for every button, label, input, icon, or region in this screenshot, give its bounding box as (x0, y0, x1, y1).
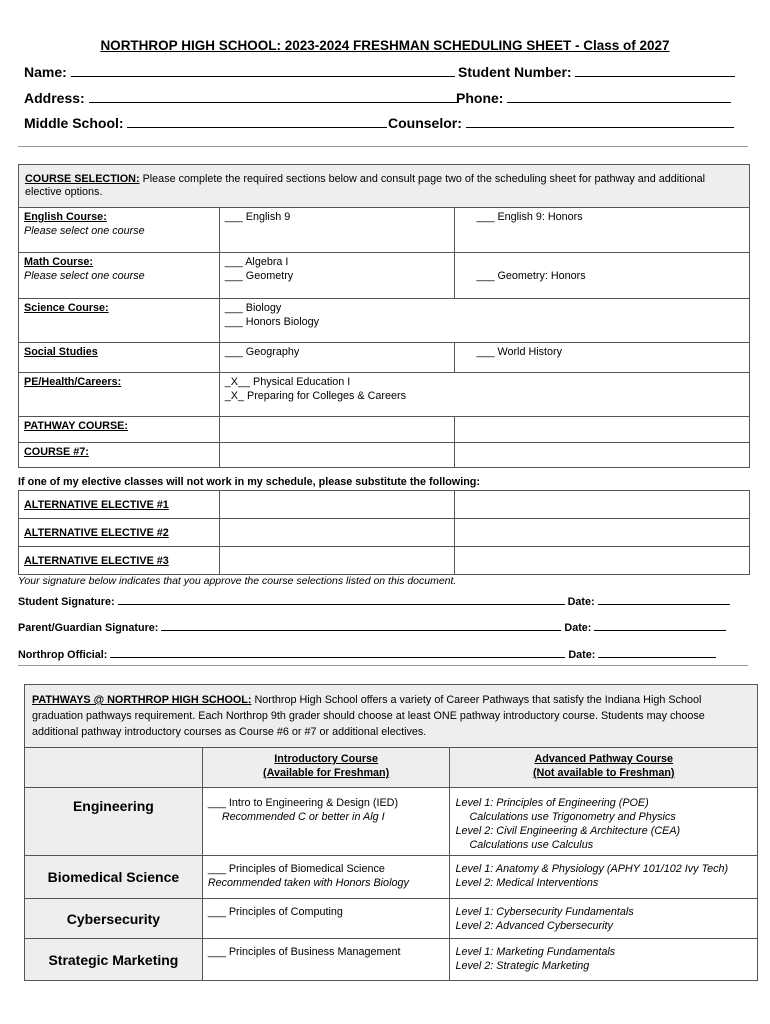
course7-field-2[interactable] (455, 443, 750, 468)
name-field[interactable] (71, 64, 455, 77)
pe-options[interactable] (219, 373, 749, 417)
pathways-heading: PATHWAYS @ NORTHROP HIGH SCHOOL: (32, 694, 252, 706)
pathway-course-label: PATHWAY COURSE: (24, 420, 128, 432)
divider (18, 665, 748, 666)
social-option-1[interactable] (219, 343, 455, 373)
pathway-biomedical-science (25, 856, 203, 899)
course-selection-header (19, 165, 750, 208)
alternative-elective-2-label: ALTERNATIVE ELECTIVE #2 (24, 526, 169, 539)
alt3-field-1[interactable] (219, 547, 455, 575)
pathway-cybersecurity (25, 899, 203, 939)
advanced-level-1: Level 1: Cybersecurity Fundamentals (455, 906, 634, 918)
advanced-level-1: Level 1: Principles of Engineering (POE) (455, 797, 649, 809)
introductory-course-subtitle: (Available for Freshman) (263, 767, 390, 779)
divider (18, 146, 748, 147)
student-signature-label: Student Signature: (18, 596, 115, 608)
parent-signature-field[interactable] (161, 618, 561, 631)
introductory-course-header (202, 748, 450, 788)
introductory-course-title: Introductory Course (274, 753, 379, 765)
parent-signature-label: Parent/Guardian Signature: (18, 622, 159, 634)
course7-label: COURSE #7: (24, 446, 89, 458)
physical-education-option[interactable]: _X__ Physical Education I (224, 376, 351, 388)
marketing-advanced-cell (450, 939, 758, 981)
parent-signature-row (18, 618, 726, 634)
alternative-instruction: If one of my elective classes will not work in my schedule, please substitute the following: (18, 476, 480, 488)
counselor-field[interactable] (466, 115, 734, 128)
science-label: Science Course: (24, 302, 109, 314)
phone-row (456, 90, 731, 106)
alt1-field-2[interactable] (455, 491, 750, 519)
intro-course-option[interactable]: ___ Principles of Biomedical Science (207, 863, 385, 875)
english-9-option: ___ English 9 (224, 211, 291, 223)
pe-label-cell (19, 373, 220, 417)
math-options[interactable] (219, 253, 455, 299)
alt2-field-1[interactable] (219, 519, 455, 547)
course7-label-cell (19, 443, 220, 468)
geography-option: ___ Geography (224, 346, 300, 358)
math-label: Math Course: (24, 256, 93, 268)
pathway-course-field-2[interactable] (455, 417, 750, 443)
alt2-label-cell (19, 519, 220, 547)
official-signature-row (18, 645, 716, 661)
official-date-field[interactable] (598, 645, 716, 658)
name-label: Name: (24, 64, 67, 80)
engineering-intro-cell[interactable] (202, 788, 450, 856)
alt3-field-2[interactable] (455, 547, 750, 575)
student-number-row (458, 64, 735, 80)
counselor-row (388, 115, 734, 131)
advanced-course-title: Advanced Pathway Course (534, 753, 674, 765)
pathway-name: Cybersecurity (66, 910, 161, 927)
student-signature-field[interactable] (118, 592, 565, 605)
address-field[interactable] (89, 90, 457, 103)
alt3-label-cell (19, 547, 220, 575)
science-label-cell (19, 299, 220, 343)
social-studies-label: Social Studies (24, 346, 98, 358)
biology-option[interactable]: ___ Biology (224, 302, 282, 314)
advanced-level-2-note: Calculations use Calculus (469, 839, 594, 851)
official-signature-label: Northrop Official: (18, 649, 108, 661)
english-label-cell (19, 208, 220, 253)
student-date-label: Date: (567, 596, 595, 608)
student-number-field[interactable] (575, 64, 735, 77)
pathway-name: Strategic Marketing (48, 951, 179, 968)
advanced-level-2: Level 2: Advanced Cybersecurity (455, 920, 613, 932)
english-hint: Please select one course (24, 225, 145, 237)
student-date-field[interactable] (598, 592, 730, 605)
pathways-intro-text: Northrop High School offers a variety of Career Pathways that satisfy the Indiana High School graduation pathways requirement. Each Northrop 9th grader should choose at least ONE pathway introductory course. Students may choose additional pathway introductory courses as Course #6 or #7 or additional electives. (32, 694, 705, 738)
course7-field-1[interactable] (219, 443, 455, 468)
cybersecurity-intro-cell[interactable] (202, 899, 450, 939)
phone-label: Phone: (456, 90, 504, 106)
engineering-advanced-cell (450, 788, 758, 856)
geometry-option[interactable]: ___ Geometry (224, 270, 294, 282)
address-row (24, 90, 457, 106)
cybersecurity-advanced-cell (450, 899, 758, 939)
english-9-honors-option: ___ English 9: Honors (476, 211, 583, 223)
pathways-intro (25, 685, 758, 748)
advanced-course-subtitle: (Not available to Freshman) (532, 767, 675, 779)
phone-field[interactable] (507, 90, 731, 103)
advanced-level-2: Level 2: Medical Interventions (455, 877, 599, 889)
page-title: NORTHROP HIGH SCHOOL: 2023-2024 FRESHMAN SCHEDULING SHEET - Class of 2027 (100, 38, 670, 53)
signature-note: Your signature below indicates that you approve the course selections listed on this document. (18, 575, 457, 587)
middle-school-field[interactable] (127, 115, 387, 128)
pathway-course-label-cell (19, 417, 220, 443)
algebra-1-option[interactable]: ___ Algebra I (224, 256, 289, 268)
advanced-level-2: Level 2: Strategic Marketing (455, 960, 590, 972)
pathway-name: Engineering (72, 798, 154, 814)
marketing-intro-cell[interactable] (202, 939, 450, 981)
biomedical-intro-cell[interactable] (202, 856, 450, 899)
advanced-level-1: Level 1: Anatomy & Physiology (APHY 101/102 Ivy Tech) (455, 863, 729, 875)
social-option-2[interactable] (455, 343, 750, 373)
pathway-strategic-marketing (25, 939, 203, 981)
advanced-level-2: Level 2: Civil Engineering & Architecture (CEA) (455, 825, 681, 837)
parent-date-label: Date: (564, 622, 592, 634)
pathways-table (24, 684, 758, 981)
intro-course-note: Recommended C or better in Alg I (221, 811, 385, 823)
advanced-course-header (450, 748, 758, 788)
alt1-label-cell (19, 491, 220, 519)
biomedical-advanced-cell (450, 856, 758, 899)
pathway-name-column-header (25, 748, 203, 788)
intro-course-option[interactable]: ___ Principles of Business Management (207, 946, 401, 958)
middle-school-label: Middle School: (24, 115, 124, 131)
student-signature-row (18, 592, 730, 608)
pathway-course-field-1[interactable] (219, 417, 455, 443)
science-options[interactable] (219, 299, 749, 343)
advanced-level-1-note: Calculations use Trigonometry and Physics (469, 811, 676, 823)
alt1-field-1[interactable] (219, 491, 455, 519)
address-label: Address: (24, 90, 85, 106)
name-row (24, 64, 455, 80)
preparing-colleges-careers-option[interactable]: _X_ Preparing for Colleges & Careers (224, 390, 407, 402)
alternative-elective-3-label: ALTERNATIVE ELECTIVE #3 (24, 554, 169, 567)
alternatives-table (18, 490, 750, 575)
parent-date-field[interactable] (594, 618, 726, 631)
english-label: English Course: (24, 211, 107, 223)
pathway-engineering (25, 788, 203, 856)
alternative-elective-1-label: ALTERNATIVE ELECTIVE #1 (24, 498, 169, 511)
student-number-label: Student Number: (458, 64, 572, 80)
pe-health-careers-label: PE/Health/Careers: (24, 376, 122, 388)
social-studies-label-cell (19, 343, 220, 373)
official-date-label: Date: (568, 649, 596, 661)
middle-school-row (24, 115, 387, 131)
english-option-1[interactable] (219, 208, 455, 253)
math-hint: Please select one course (24, 270, 145, 282)
alt2-field-2[interactable] (455, 519, 750, 547)
intro-course-option[interactable]: ___ Intro to Engineering & Design (IED) (207, 797, 399, 809)
pathway-name: Biomedical Science (47, 869, 180, 885)
advanced-level-1: Level 1: Marketing Fundamentals (455, 946, 616, 958)
course-selection-instructions: Please complete the required sections below and consult page two of the scheduling sheet for pathway and additional elective options. (25, 173, 705, 198)
intro-course-note: Recommended taken with Honors Biology (207, 877, 409, 889)
course-selection-table (18, 164, 750, 468)
math-label-cell (19, 253, 220, 299)
world-history-option: ___ World History (476, 346, 563, 358)
official-signature-field[interactable] (110, 645, 565, 658)
english-option-2[interactable] (455, 208, 750, 253)
counselor-label: Counselor: (388, 115, 462, 131)
math-option-3[interactable] (455, 253, 750, 299)
intro-course-option[interactable]: ___ Principles of Computing (207, 906, 343, 918)
geometry-honors-option: ___ Geometry: Honors (476, 270, 586, 282)
honors-biology-option[interactable]: ___ Honors Biology (224, 316, 320, 328)
course-selection-heading: COURSE SELECTION: (25, 173, 140, 185)
